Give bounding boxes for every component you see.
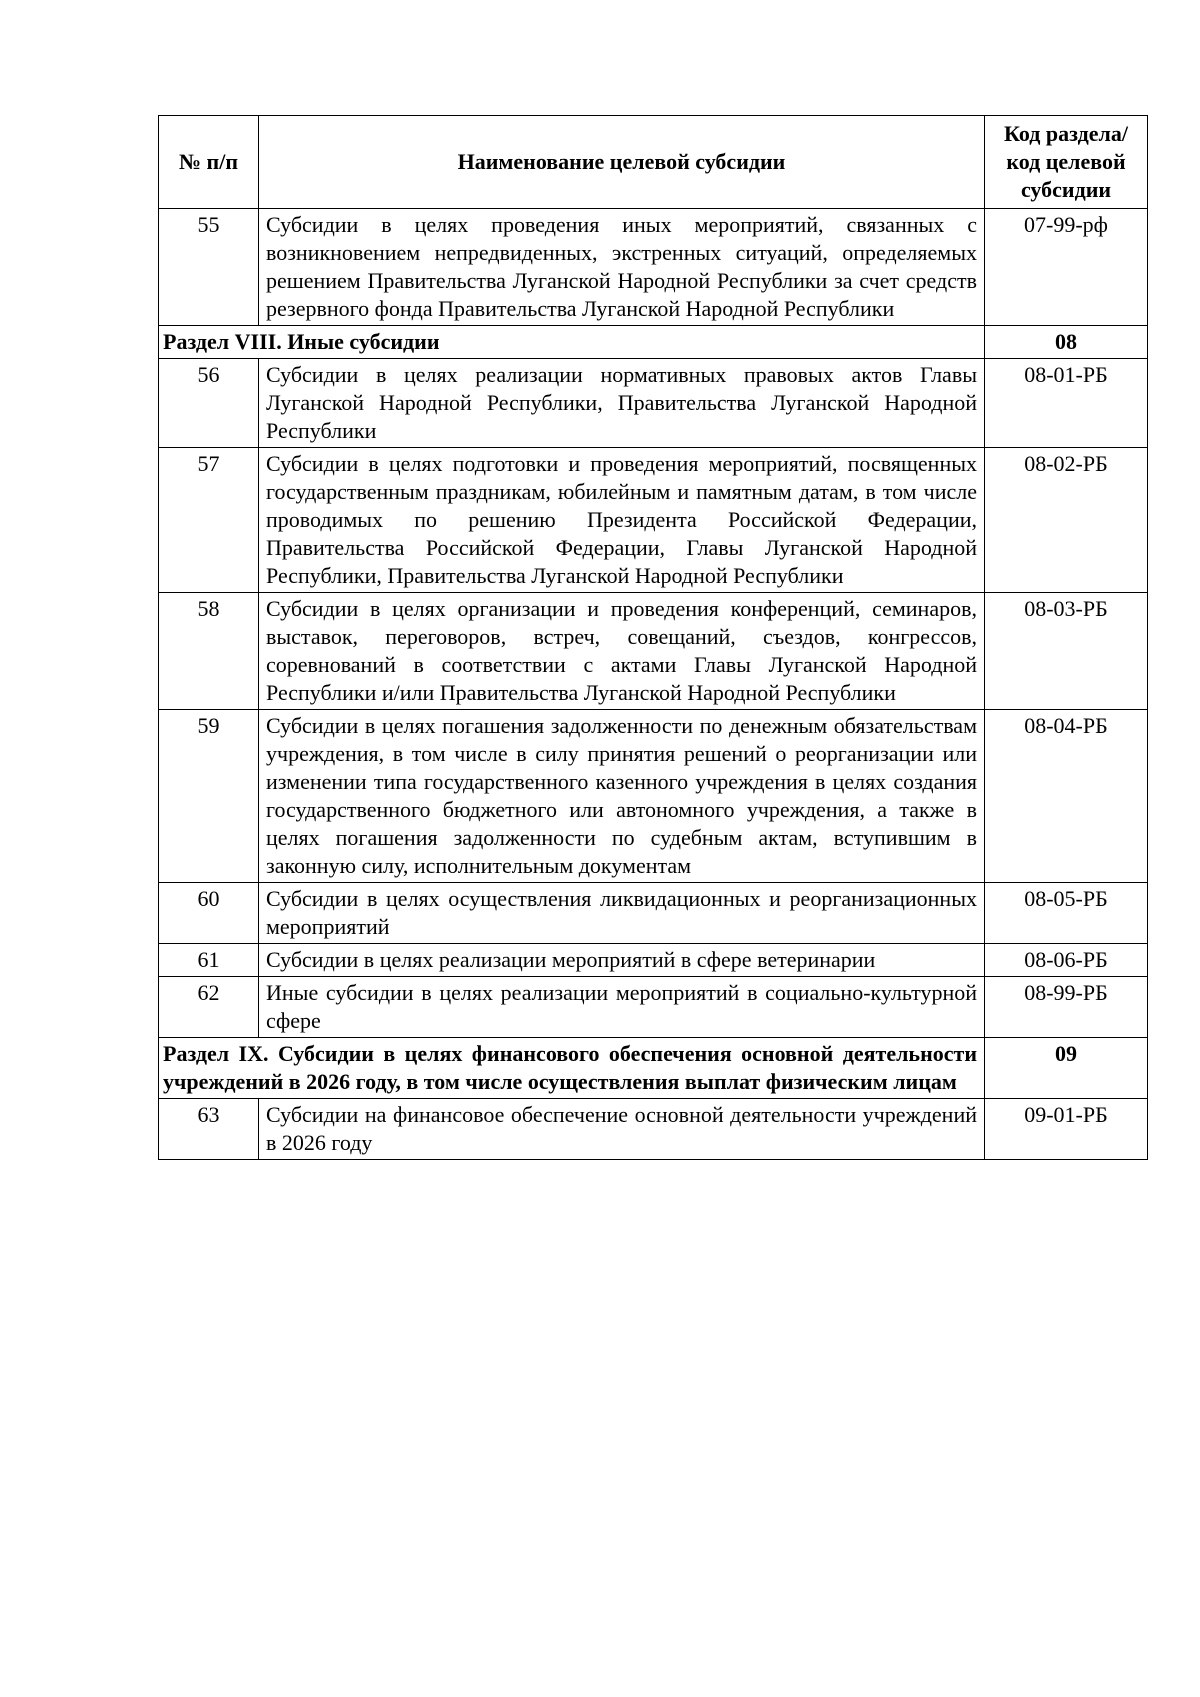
row-code: 07-99-рф	[985, 209, 1148, 326]
row-code: 09-01-РБ	[985, 1099, 1148, 1160]
document-page	[158, 115, 1147, 1160]
section-row	[159, 1038, 1148, 1099]
row-name: Субсидии в целях проведения иных мероприятий, связанных с возникновением непредвиденных, экстренных ситуаций, определяемых решением Правительства Луганской Народной Республики за счет средств резервного фонда Правительства Луганской Народной Республики	[259, 209, 985, 326]
row-num: 55	[159, 209, 259, 326]
table-row	[159, 448, 1148, 593]
header-name: Наименование целевой субсидии	[259, 116, 985, 209]
row-name: Иные субсидии в целях реализации мероприятий в социально-культурной сфере	[259, 977, 985, 1038]
row-name: Субсидии в целях реализации мероприятий в сфере ветеринарии	[259, 944, 985, 977]
row-num: 61	[159, 944, 259, 977]
section-title: Раздел VIII. Иные субсидии	[159, 326, 985, 359]
row-code: 08-02-РБ	[985, 448, 1148, 593]
section-title: Раздел IX. Субсидии в целях финансового обеспечения основной деятельности учреждений в 2026 году, в том числе осуществления выплат физическим лицам	[159, 1038, 985, 1099]
row-num: 63	[159, 1099, 259, 1160]
table-row	[159, 1099, 1148, 1160]
row-num: 60	[159, 883, 259, 944]
section-row	[159, 326, 1148, 359]
table-row	[159, 359, 1148, 448]
row-code: 08-04-РБ	[985, 710, 1148, 883]
table-header-row	[159, 116, 1148, 209]
row-name: Субсидии в целях организации и проведения конференций, семинаров, выставок, переговоров, встреч, совещаний, съездов, конгрессов, соревнований в соответствии с актами Главы Луганской Народной Республики и/или Правительства Луганской Народной Республики	[259, 593, 985, 710]
row-name: Субсидии в целях погашения задолженности по денежным обязательствам учреждения, в том числе в силу принятия решений о реорганизации или изменении типа государственного казенного учреждения в целях создания государственного бюджетного или автономного учреждения, а также в целях погашения задолженности по судебным актам, вступившим в законную силу, исполнительным документам	[259, 710, 985, 883]
row-name: Субсидии в целях осуществления ликвидационных и реорганизационных мероприятий	[259, 883, 985, 944]
header-num: № п/п	[159, 116, 259, 209]
row-name: Субсидии в целях подготовки и проведения мероприятий, посвященных государственным праздникам, юбилейным и памятным датам, в том числе проводимых по решению Президента Российской Федерации, Правительства Российской Федерации, Главы Луганской Народной Республики, Правительства Луганской Народной Республики	[259, 448, 985, 593]
row-name: Субсидии в целях реализации нормативных правовых актов Главы Луганской Народной Республики, Правительства Луганской Народной Республики	[259, 359, 985, 448]
row-code: 08-06-РБ	[985, 944, 1148, 977]
row-num: 57	[159, 448, 259, 593]
table-row	[159, 593, 1148, 710]
row-num: 56	[159, 359, 259, 448]
section-code: 08	[985, 326, 1148, 359]
row-code: 08-03-РБ	[985, 593, 1148, 710]
table-row	[159, 977, 1148, 1038]
table-row	[159, 944, 1148, 977]
table-row	[159, 710, 1148, 883]
row-code: 08-01-РБ	[985, 359, 1148, 448]
table-row	[159, 209, 1148, 326]
row-num: 59	[159, 710, 259, 883]
row-code: 08-05-РБ	[985, 883, 1148, 944]
row-code: 08-99-РБ	[985, 977, 1148, 1038]
row-num: 58	[159, 593, 259, 710]
table-row	[159, 883, 1148, 944]
row-num: 62	[159, 977, 259, 1038]
subsidy-table	[158, 115, 1148, 1160]
header-code: Код раздела/ код целевой субсидии	[985, 116, 1148, 209]
row-name: Субсидии на финансовое обеспечение основной деятельности учреждений в 2026 году	[259, 1099, 985, 1160]
section-code: 09	[985, 1038, 1148, 1099]
